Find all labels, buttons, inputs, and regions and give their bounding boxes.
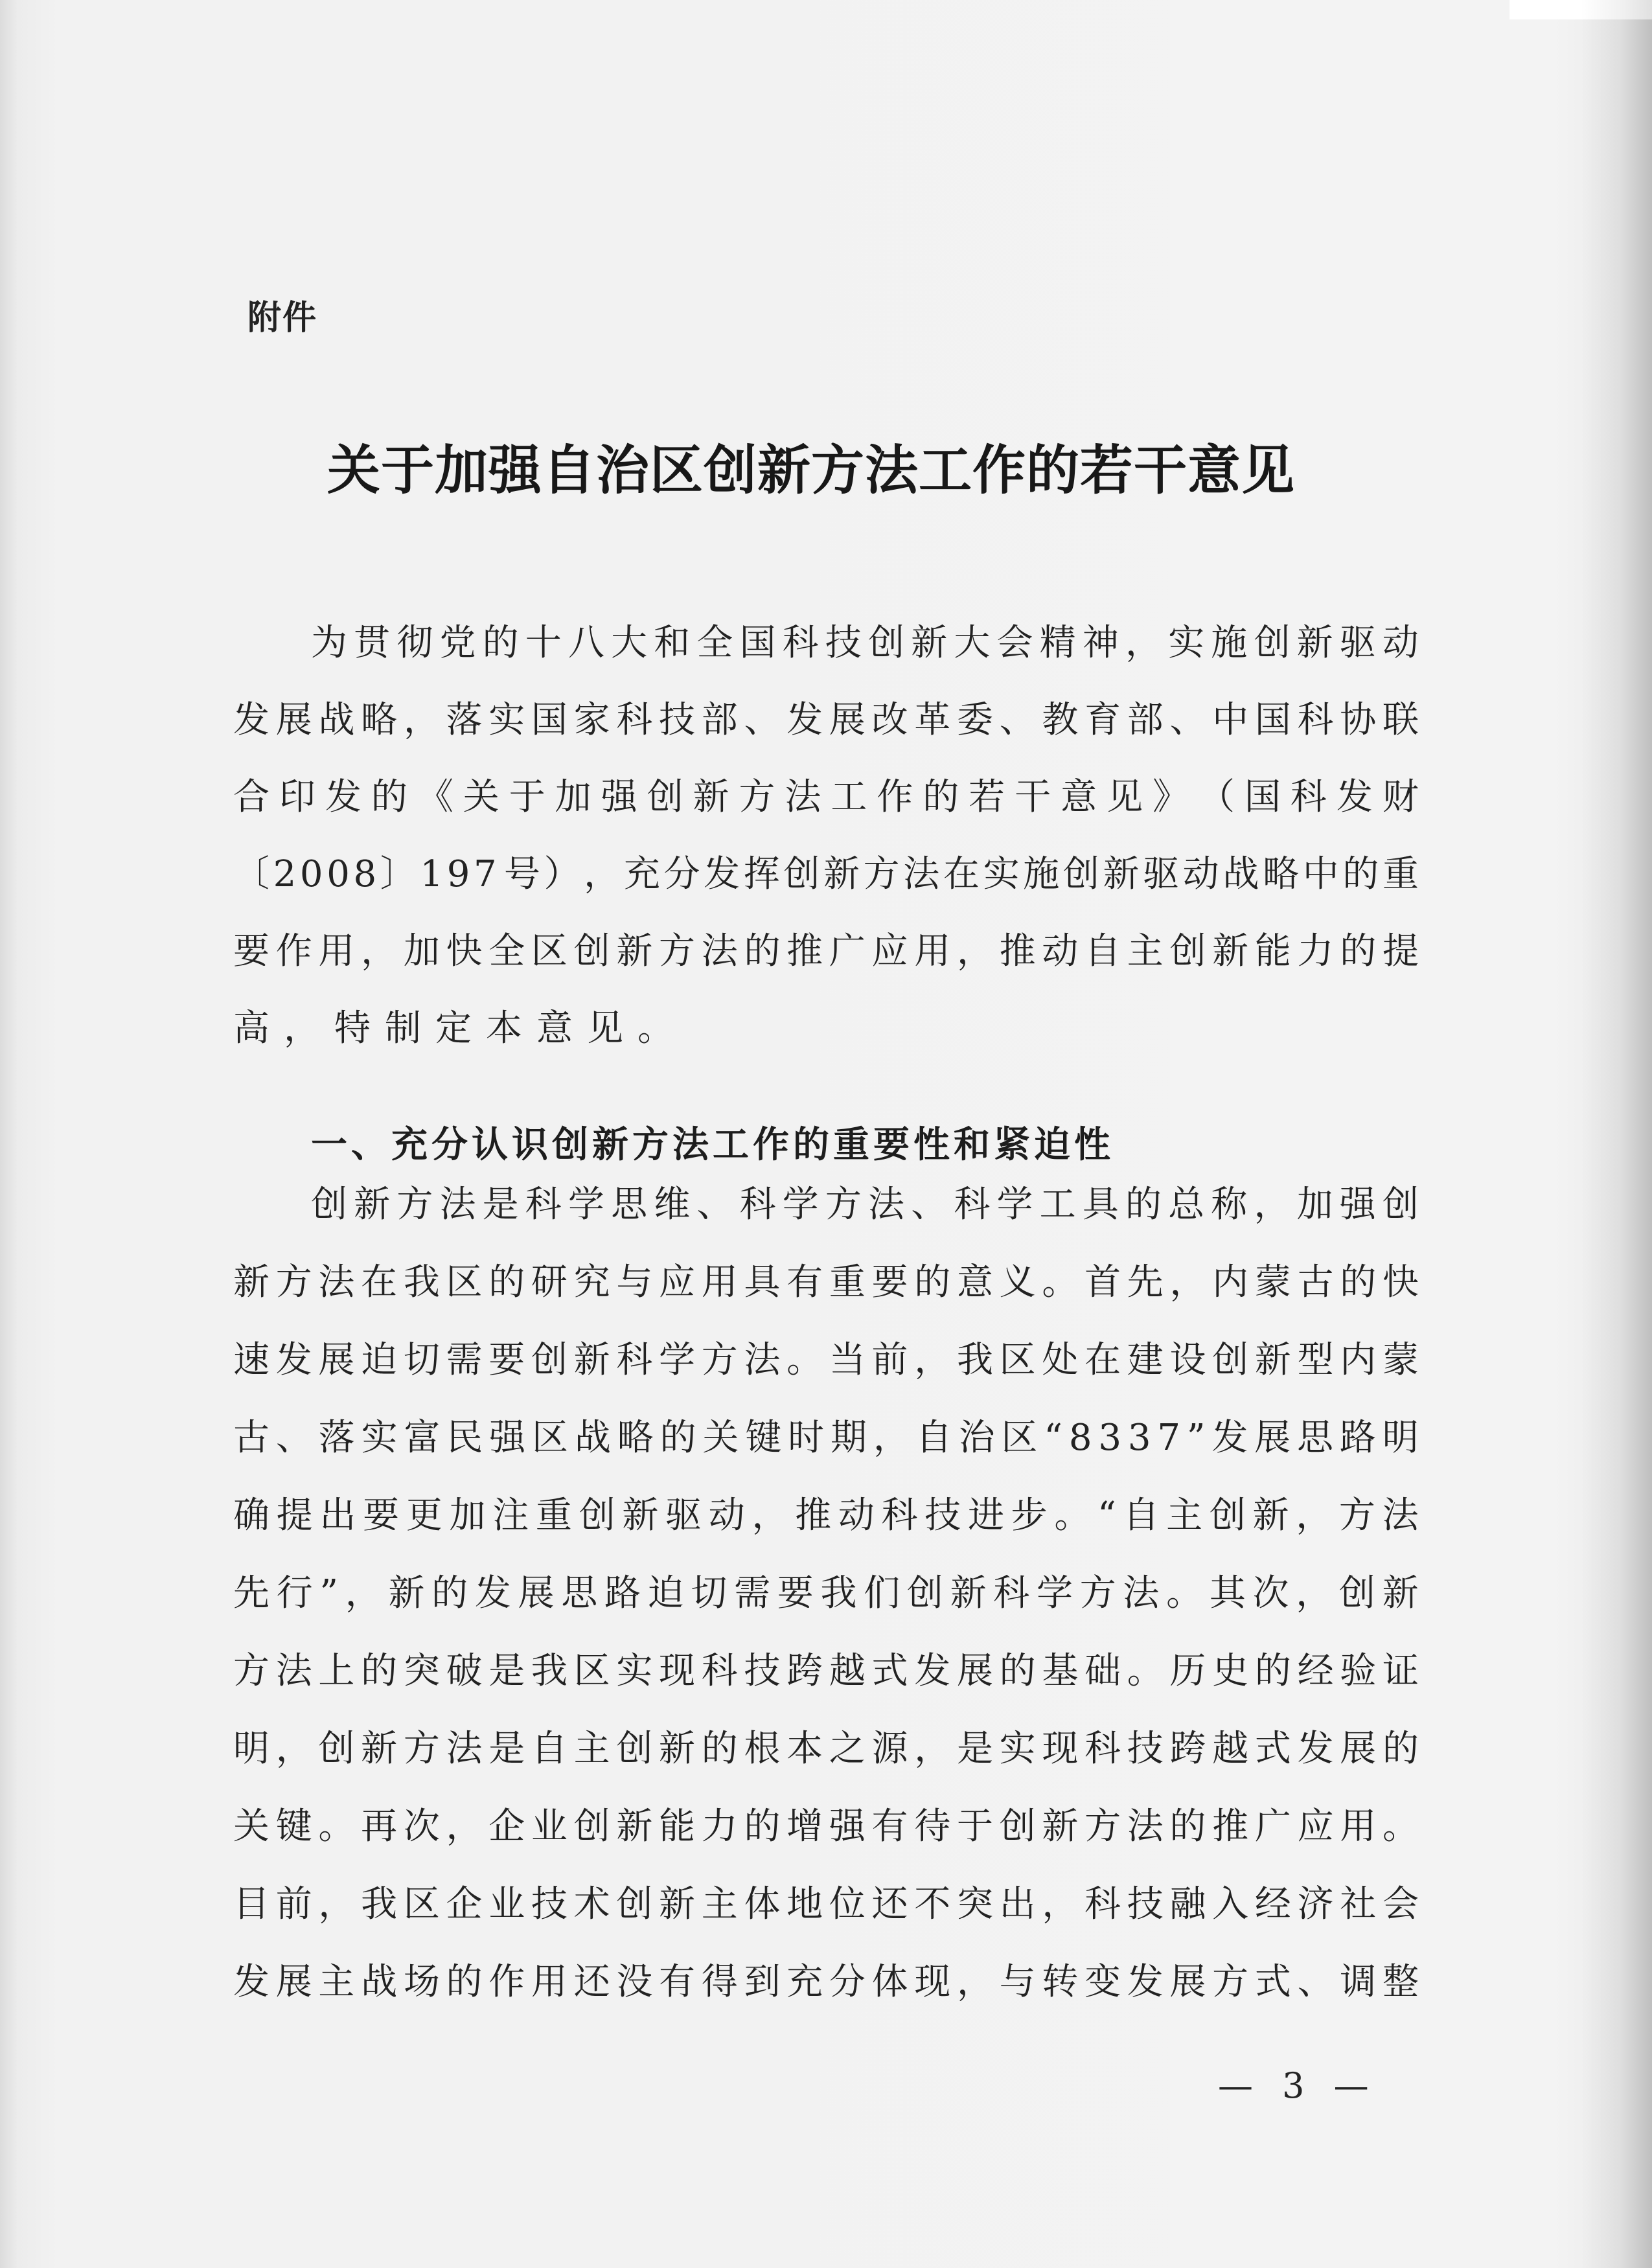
section-line-7: 方 法 上 的 突 破 是 我 区 实 现 科 技 跨 越 式 发 展 的 基 础 。 历 史 的 经 验 证 bbox=[233, 1650, 1419, 1692]
section-line-4: 古 、 落 实 富 民 强 区 战 略 的 关 键 时 期 ， 自 治 区 “ 8 3 3 7 ” 发 展 思 路 明 bbox=[233, 1417, 1419, 1459]
section-line-10: 目 前 ， 我 区 企 业 技 术 创 新 主 体 地 位 还 不 突 出 ， 科 技 融 入 经 济 社 会 bbox=[233, 1883, 1419, 1925]
section-line-3: 速 发 展 迫 切 需 要 创 新 科 学 方 法 。 当 前 ， 我 区 处 在 建 设 创 新 型 内 蒙 bbox=[233, 1339, 1419, 1381]
section-heading: 一、充分认识创新方法工作的重要性和紧迫性 bbox=[311, 1124, 1114, 1166]
section-line-2: 新 方 法 在 我 区 的 研 究 与 应 用 具 有 重 要 的 意 义 。 首 先 ， 内 蒙 古 的 快 bbox=[233, 1261, 1419, 1303]
section-line-6: 先 行 ” ， 新 的 发 展 思 路 迫 切 需 要 我 们 创 新 科 学 方 法 。 其 次 ， 创 新 bbox=[233, 1572, 1419, 1614]
scan-edge-shadow bbox=[1581, 0, 1652, 2268]
intro-line-5: 要 作 用 ， 加 快 全 区 创 新 方 法 的 推 广 应 用 ， 推 动 自 主 创 新 能 力 的 提 bbox=[233, 930, 1419, 972]
section-line-8: 明 ， 创 新 方 法 是 自 主 创 新 的 根 本 之 源 ， 是 实 现 科 技 跨 越 式 发 展 的 bbox=[233, 1728, 1419, 1770]
document-title: 关于加强自治区创新方法工作的若干意见 bbox=[327, 439, 1296, 501]
page-number: — 3 — bbox=[1218, 2065, 1378, 2106]
section-line-1: 创 新 方 法 是 科 学 思 维 、 科 学 方 法 、 科 学 工 具 的 总 称 ， 加 强 创 bbox=[311, 1184, 1419, 1226]
section-line-5: 确 提 出 要 更 加 注 重 创 新 驱 动 ， 推 动 科 技 进 步 。 “ 自 主 创 新 ， 方 法 bbox=[233, 1495, 1419, 1537]
intro-line-3: 合 印 发 的 《 关 于 加 强 创 新 方 法 工 作 的 若 干 意 见 》 （ 国 科 发 财 bbox=[233, 776, 1419, 818]
intro-line-6: 高，特制定本意见。 bbox=[233, 1007, 688, 1049]
intro-line-1: 为 贯 彻 党 的 十 八 大 和 全 国 科 技 创 新 大 会 精 神 ， 实 施 创 新 驱 动 bbox=[311, 622, 1419, 664]
section-line-9: 关 键 。 再 次 ， 企 业 创 新 能 力 的 增 强 有 待 于 创 新 方 法 的 推 广 应 用 。 bbox=[233, 1805, 1419, 1848]
intro-line-2: 发 展 战 略 ， 落 实 国 家 科 技 部 、 发 展 改 革 委 、 教 育 部 、 中 国 科 协 联 bbox=[233, 699, 1419, 741]
section-line-11: 发 展 主 战 场 的 作 用 还 没 有 得 到 充 分 体 现 ， 与 转 变 发 展 方 式 、 调 整 bbox=[233, 1961, 1419, 2003]
intro-line-4: 〔 2 0 0 8 〕 1 9 7 号 ） ， 充 分 发 挥 创 新 方 法 在 实 施 创 新 驱 动 战 略 中 的 重 bbox=[233, 853, 1419, 895]
attachment-label: 附件 bbox=[247, 299, 318, 338]
